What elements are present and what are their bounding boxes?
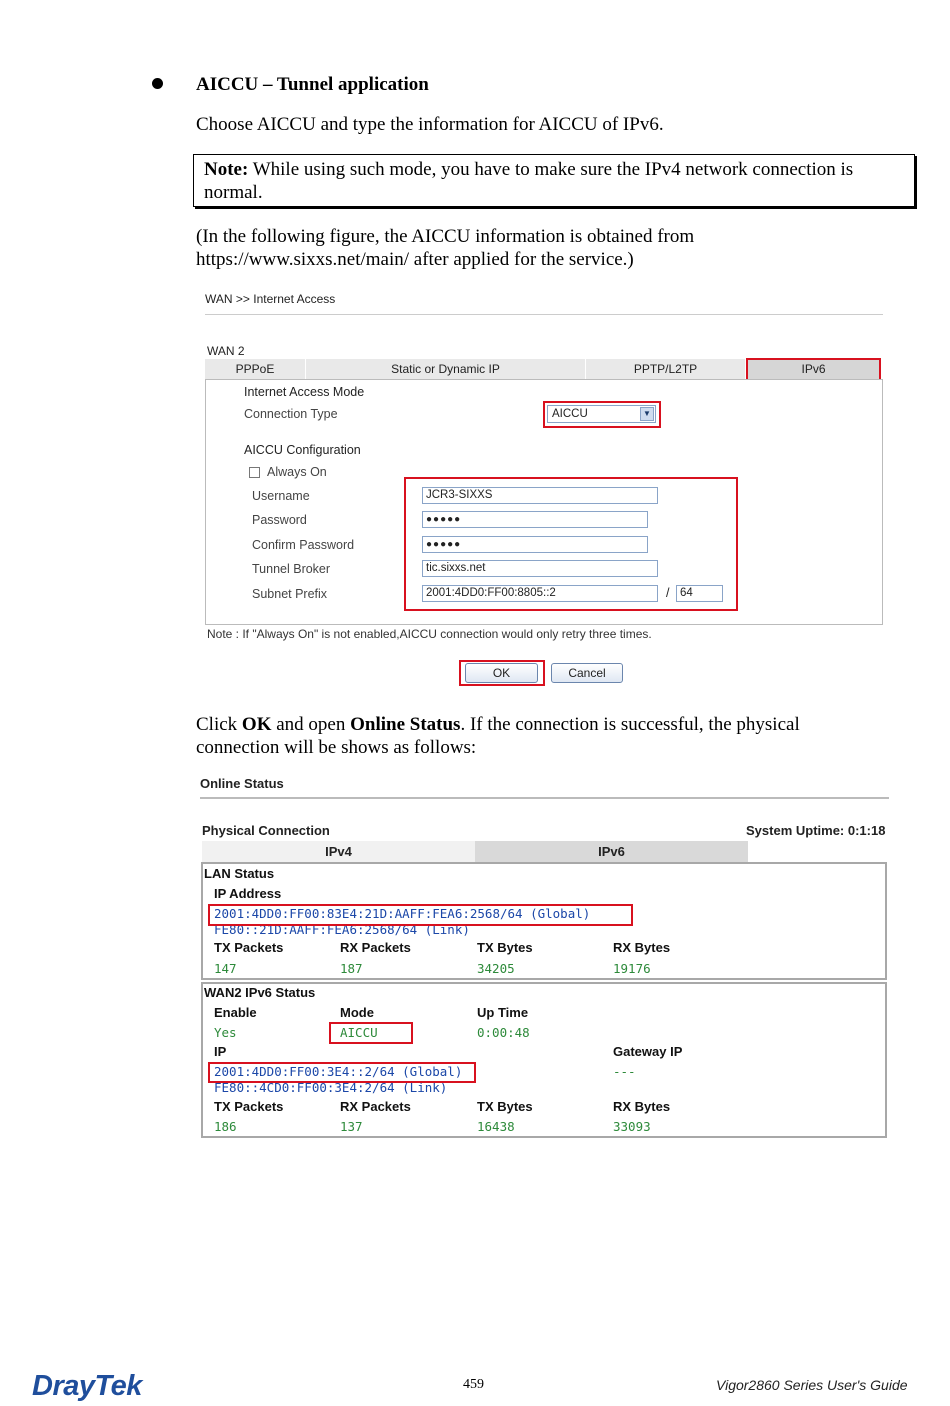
click-prefix: Click <box>196 714 242 735</box>
wan2-rx-bytes-value: 33093 <box>613 1119 651 1134</box>
lan-status-heading: LAN Status <box>204 866 275 881</box>
wan2-gateway-label: Gateway IP <box>613 1044 683 1059</box>
section-heading: AICCU – Tunnel application <box>196 74 429 95</box>
internet-access-mode-heading: Internet Access Mode <box>244 385 365 399</box>
online-status-title: Online Status <box>200 776 284 791</box>
click-instruction-line2: connection will be shows as follows: <box>196 737 477 758</box>
tunnel-broker-label: Tunnel Broker <box>252 562 331 576</box>
physical-connection-label: Physical Connection <box>202 823 330 838</box>
wan2-ip-link: FE80::4CD0:FF00:3E4:2/64 (Link) <box>214 1080 448 1095</box>
tab-pppoe[interactable]: PPPoE <box>205 359 306 380</box>
lan-tx-bytes-value: 34205 <box>477 961 515 976</box>
aiccu-configuration-heading: AICCU Configuration <box>244 443 361 457</box>
click-ok-bold: OK <box>241 714 272 735</box>
tab-ipv4[interactable]: IPv4 <box>202 841 475 862</box>
wan2-uptime-label: Up Time <box>477 1005 529 1020</box>
draytek-logo: DrayTek <box>32 1370 142 1402</box>
wan2-tx-packets-value: 186 <box>214 1119 237 1134</box>
wan2-ipv6-status-panel <box>201 982 887 1138</box>
wan2-mode-value: AICCU <box>340 1025 378 1040</box>
cancel-button[interactable]: Cancel <box>551 663 623 683</box>
wan2-enable-value: Yes <box>214 1025 237 1040</box>
wan2-ip-global: 2001:4DD0:FF00:3E4::2/64 (Global) <box>214 1064 463 1079</box>
subnet-prefix-length-input[interactable]: 64 <box>676 585 723 602</box>
lan-rx-packets-label: RX Packets <box>340 940 411 955</box>
lan-tx-bytes-label: TX Bytes <box>477 940 533 955</box>
aiccu-note <box>207 627 652 641</box>
breadcrumb: WAN >> Internet Access <box>205 292 336 306</box>
lan-ip-global: 2001:4DD0:FF00:83E4:21D:AAFF:FEA6:2568/64 (Global) <box>214 906 591 921</box>
click-mid: and open <box>271 714 351 735</box>
confirm-password-label: Confirm Password <box>252 538 355 552</box>
highlight-lan-ip-global <box>208 904 633 926</box>
system-uptime: System Uptime: 0:1:18 <box>746 823 886 838</box>
highlight-connection-type <box>543 401 661 428</box>
click-online-bold: Online Status <box>350 714 461 735</box>
lan-rx-packets-value: 187 <box>340 961 363 976</box>
divider <box>200 797 889 799</box>
always-on-label: Always On <box>267 465 327 479</box>
wan2-rx-packets-value: 137 <box>340 1119 363 1134</box>
wan2-tx-bytes-value: 16438 <box>477 1119 515 1134</box>
username-input[interactable]: JCR3-SIXXS <box>422 487 658 504</box>
chevron-down-icon: ▼ <box>640 407 654 421</box>
wan2-tx-bytes-label: TX Bytes <box>477 1099 533 1114</box>
note-label: Note: <box>204 159 249 180</box>
highlight-wan2-ip-global <box>208 1062 476 1083</box>
wan2-mode-label: Mode <box>340 1005 374 1020</box>
wan2-rx-packets-label: RX Packets <box>340 1099 411 1114</box>
lan-ip-link: FE80::21D:AAFF:FEA6:2568/64 (Link) <box>214 922 470 937</box>
ok-button[interactable]: OK <box>465 663 538 683</box>
wan2-enable-label: Enable <box>214 1005 257 1020</box>
note-box <box>193 154 915 207</box>
wan2-rx-bytes-label: RX Bytes <box>613 1099 671 1114</box>
lan-rx-bytes-label: RX Bytes <box>613 940 671 955</box>
password-label: Password <box>252 513 307 527</box>
subnet-prefix-input[interactable]: 2001:4DD0:FF00:8805::2 <box>422 585 658 602</box>
intro-paragraph: Choose AICCU and type the information for AICCU of IPv6. <box>196 114 664 135</box>
click-instruction-line1 <box>196 713 800 736</box>
highlight-wan2-mode <box>329 1022 413 1044</box>
aiccu-note-label: Note : <box>207 627 240 641</box>
divider <box>205 314 883 315</box>
wan2-ipv6-status-heading: WAN2 IPv6 Status <box>204 985 316 1000</box>
tab-ipv6[interactable]: IPv6 <box>746 359 882 380</box>
online-status-tabs <box>202 841 748 862</box>
tab-static-dynamic-ip[interactable]: Static or Dynamic IP <box>306 359 586 380</box>
password-input[interactable]: ●●●●● <box>422 511 648 528</box>
tab-ipv6[interactable]: IPv6 <box>475 841 748 862</box>
lan-tx-packets-value: 147 <box>214 961 237 976</box>
click-suffix: . If the connection is successful, the physical <box>460 714 800 735</box>
wan2-tx-packets-label: TX Packets <box>214 1099 284 1114</box>
bullet-icon <box>152 78 163 89</box>
highlight-aiccu-fields <box>404 477 738 611</box>
wan2-uptime-value: 0:00:48 <box>477 1025 530 1040</box>
wan2-ip-label: IP <box>214 1044 227 1059</box>
guide-title: Vigor2860 Series User's Guide <box>716 1377 908 1393</box>
lan-ip-address-label: IP Address <box>214 886 282 901</box>
figure-intro-line2: https://www.sixxs.net/main/ after applied for the service.) <box>196 249 634 270</box>
wan2-gateway-value: --- <box>613 1064 636 1079</box>
figure-intro-line1: (In the following figure, the AICCU information is obtained from <box>196 226 695 247</box>
lan-rx-bytes-value: 19176 <box>613 961 651 976</box>
tab-pptp-l2tp[interactable]: PPTP/L2TP <box>586 359 746 380</box>
note-text: While using such mode, you have to make sure the IPv4 network connection is normal. <box>204 159 854 203</box>
connection-type-label: Connection Type <box>244 407 338 421</box>
subnet-separator: / <box>666 586 670 600</box>
page-number: 459 <box>463 1377 484 1392</box>
tunnel-broker-input[interactable]: tic.sixxs.net <box>422 560 658 577</box>
lan-tx-packets-label: TX Packets <box>214 940 284 955</box>
subnet-prefix-label: Subnet Prefix <box>252 587 328 601</box>
always-on-checkbox[interactable] <box>249 467 260 478</box>
confirm-password-input[interactable]: ●●●●● <box>422 536 648 553</box>
connection-type-value: AICCU <box>552 408 588 420</box>
username-label: Username <box>252 489 310 503</box>
highlight-ok-button <box>459 660 545 686</box>
aiccu-note-text: If "Always On" is not enabled,AICCU connection would only retry three times. <box>239 627 652 641</box>
wan-label: WAN 2 <box>207 344 245 358</box>
